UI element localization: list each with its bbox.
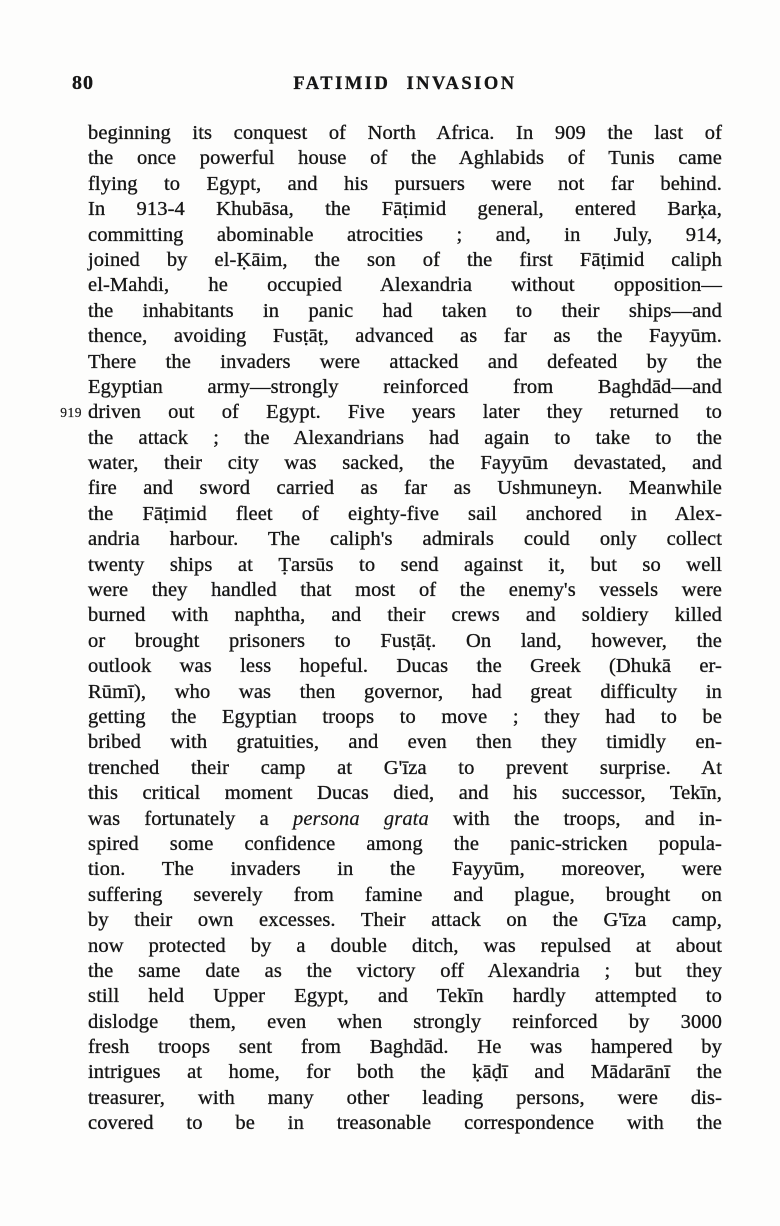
body-line	[88, 223, 722, 248]
line-text: burned with naphtha, and their crews and soldiery killed	[88, 604, 722, 627]
running-title: FATIMID INVASION	[293, 74, 517, 94]
body-line	[88, 172, 722, 197]
body-line	[88, 324, 722, 349]
line-text: Rūmī), who was then governor, had great difficulty in	[88, 680, 722, 703]
body-line	[88, 807, 722, 832]
line-text: tion. The invaders in the Fayyūm, moreover, were	[88, 858, 722, 881]
line-text: still held Upper Egypt, and Tekīn hardly attempted to	[88, 985, 722, 1008]
body-line	[88, 730, 722, 755]
body-line	[88, 248, 722, 273]
line-text: trenched their camp at G'īza to prevent surprise. At	[88, 756, 722, 779]
body-line	[88, 705, 722, 730]
line-text: suffering severely from famine and plague, brought on	[88, 883, 722, 906]
line-text: twenty ships at Ṭarsūs to send against it, but so well	[88, 553, 722, 576]
body-line	[88, 883, 722, 908]
line-text: fresh troops sent from Baghdād. He was hampered by	[88, 1036, 722, 1059]
margin-year-note: 919	[60, 405, 82, 421]
line-text: treasurer, with many other leading persons, were dis-	[88, 1086, 722, 1109]
body-line	[88, 1035, 722, 1060]
line-text: committing abominable atrocities ; and, in July, 914,	[88, 223, 722, 246]
line-text: the attack ; the Alexandrians had again to take to the	[88, 426, 722, 449]
body-line	[88, 146, 722, 171]
body-line	[88, 578, 722, 603]
line-text: bribed with gratuities, and even then they timidly en-	[88, 731, 722, 754]
body-line	[88, 121, 722, 146]
body-text	[60, 121, 722, 1137]
line-text: driven out of Egypt. Five years later they returned to	[88, 401, 722, 424]
line-text: In 913-4 Khubāsa, the Fāṭimid general, entered Barḳa,	[88, 198, 722, 221]
line-text: There the invaders were attacked and defeated by the	[88, 350, 722, 373]
page-number: 80	[72, 72, 94, 94]
body-line	[88, 273, 722, 298]
body-line	[88, 426, 722, 451]
body-line	[88, 756, 722, 781]
body-line	[88, 603, 722, 628]
body-line	[88, 527, 722, 552]
body-line	[88, 1010, 722, 1035]
body-line	[88, 781, 722, 806]
body-line	[88, 959, 722, 984]
body-line	[88, 629, 722, 654]
line-text: by their own excesses. Their attack on the G'īza camp,	[88, 909, 722, 932]
line-text: covered to be in treasonable correspondence with the	[88, 1112, 722, 1135]
line-text: Egyptian army—strongly reinforced from Baghdād—and	[88, 375, 722, 398]
body-line	[88, 934, 722, 959]
line-text: outlook was less hopeful. Ducas the Greek (Dhukā er-	[88, 655, 722, 678]
body-line	[88, 197, 722, 222]
line-text: was fortunately a	[88, 807, 293, 830]
line-text: joined by el-Ḳāim, the son of the first Fāṭimid caliph	[88, 248, 722, 271]
line-text: or brought prisoners to Fusṭāṭ. On land, however, the	[88, 629, 722, 652]
body-line	[88, 832, 722, 857]
body-line	[88, 908, 722, 933]
line-text: beginning its conquest of North Africa. In 909 the last of	[88, 122, 722, 144]
line-text: flying to Egypt, and his pursuers were not far behind.	[88, 172, 722, 195]
line-text: the same date as the victory off Alexandria ; but they	[88, 959, 722, 982]
line-text: el-Mahdi, he occupied Alexandria without opposition—	[88, 274, 722, 297]
line-text: getting the Egyptian troops to move ; they had to be	[88, 705, 722, 728]
line-text: were they handled that most of the enemy's vessels were	[88, 579, 722, 602]
body-line	[88, 857, 722, 882]
body-line	[88, 680, 722, 705]
body-line	[88, 1111, 722, 1136]
line-text: now protected by a double ditch, was repulsed at about	[88, 934, 722, 957]
body-line	[88, 476, 722, 501]
body-line	[88, 1060, 722, 1085]
line-text: dislodge them, even when strongly reinforced by 3000	[88, 1010, 722, 1033]
line-text: intrigues at home, for both the ḳāḍī and Mādarānī the	[88, 1061, 722, 1084]
line-text: with the troops, and in-	[428, 807, 722, 830]
line-text: water, their city was sacked, the Fayyūm devastated, and	[88, 452, 722, 475]
line-text: spired some confidence among the panic-stricken popula-	[88, 832, 722, 855]
line-text: fire and sword carried as far as Ushmuneyn. Meanwhile	[88, 477, 722, 500]
body-line	[88, 1086, 722, 1111]
body-line	[88, 654, 722, 679]
body-line	[88, 451, 722, 476]
body-line	[88, 299, 722, 324]
line-text: andria harbour. The caliph's admirals could only collect	[88, 528, 722, 551]
body-line	[88, 553, 722, 578]
body-line	[88, 350, 722, 375]
line-text: this critical moment Ducas died, and his successor, Tekīn,	[88, 782, 722, 805]
body-line	[88, 502, 722, 527]
body-line	[88, 375, 722, 400]
line-text: the inhabitants in panic had taken to their ships—and	[88, 299, 722, 322]
body-line	[88, 984, 722, 1009]
line-text: thence, avoiding Fusṭāṭ, advanced as far as the Fayyūm.	[88, 325, 722, 348]
body-line	[60, 400, 722, 425]
italic-phrase: persona grata	[292, 807, 429, 830]
line-text: the Fāṭimid fleet of eighty-five sail anchored in Alex-	[88, 502, 722, 525]
line-text: the once powerful house of the Aghlabids of Tunis came	[88, 147, 722, 170]
